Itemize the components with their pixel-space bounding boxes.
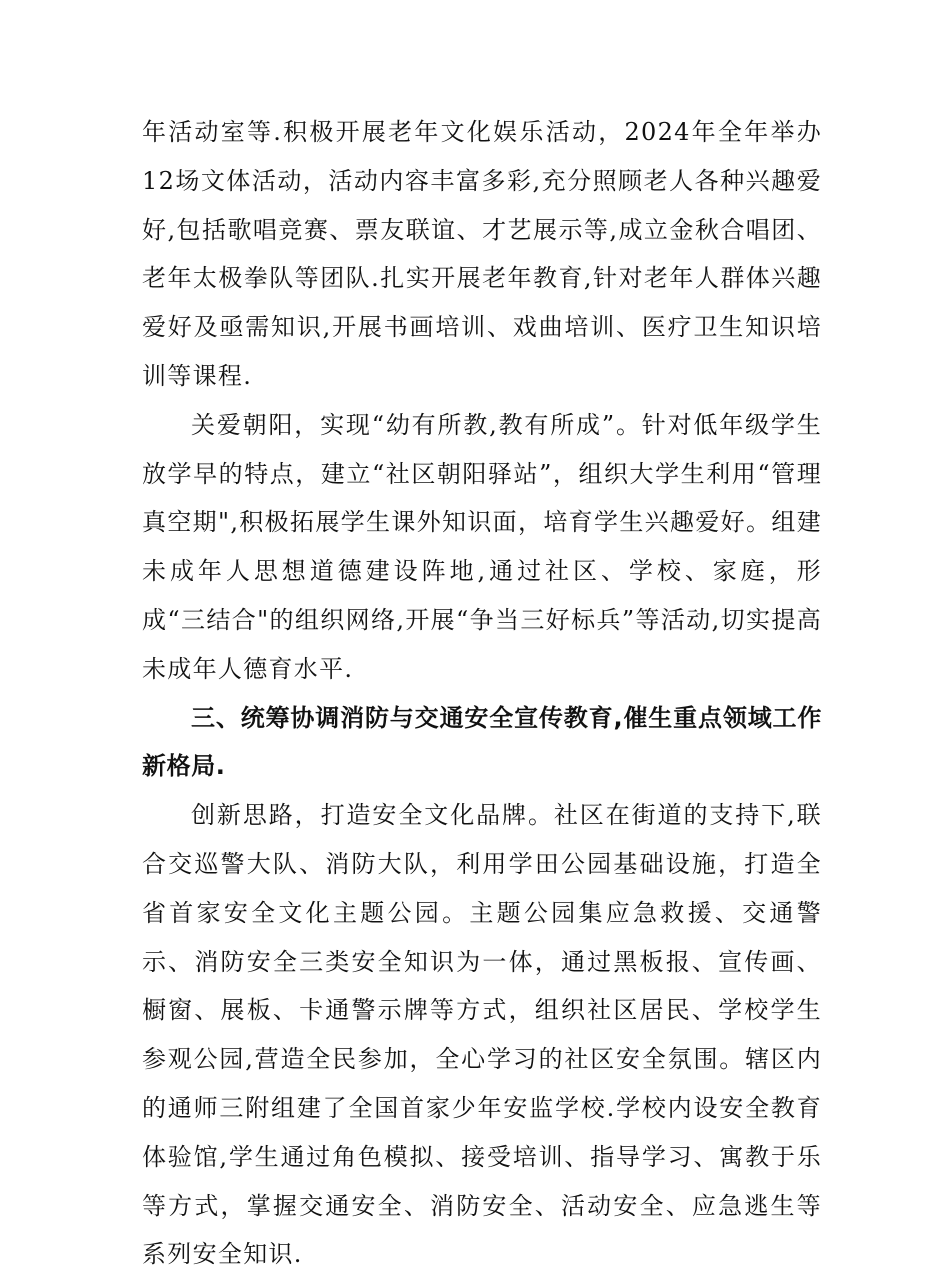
paragraph-elderly-activities: 年活动室等.积极开展老年文化娱乐活动，2024年全年举办12场文体活动，活动内容丰富多彩,充分照顾老人各种兴趣爱好,包括歌唱竞赛、票友联谊、才艺展示等,成立金秋合唱团、老年太极拳队等团队.扎实开展老年教育,针对老年人群体兴趣爱好及亟需知识,开展书画培训、戏曲培训、医疗卫生知识培训等课程. [142, 118, 822, 390]
paragraph-care-for-youth: 关爱朝阳，实现“幼有所教,教有所成”。针对低年级学生放学早的特点，建立“社区朝阳驿站”，组织大学生利用“管理真空期",积极拓展学生课外知识面，培育学生兴趣爱好。组建未成年人思想道德建设阵地,通过社区、学校、家庭，形成“三结合"的组织网络,开展“争当三好标兵”等活动,切实提高未成年人德育水平. [142, 410, 822, 683]
section-heading-safety-education: 三、统筹协调消防与交通安全宣传教育,催生重点领域工作新格局. [142, 703, 822, 781]
document-page [142, 108, 822, 1279]
paragraph-safety-culture-brand: 创新思路，打造安全文化品牌。社区在街道的支持下,联合交巡警大队、消防大队，利用学田公园基础设施，打造全省首家安全文化主题公园。主题公园集应急救援、交通警示、消防安全三类安全知识为一体，通过黑板报、宣传画、橱窗、展板、卡通警示牌等方式，组织社区居民、学校学生参观公园,营造全民参加，全心学习的社区安全氛围。辖区内的通师三附组建了全国首家少年安监学校.学校内设安全教育体验馆,学生通过角色模拟、接受培训、指导学习、寓教于乐等方式，掌握交通安全、消防安全、活动安全、应急逃生等系列安全知识. [142, 801, 822, 1269]
